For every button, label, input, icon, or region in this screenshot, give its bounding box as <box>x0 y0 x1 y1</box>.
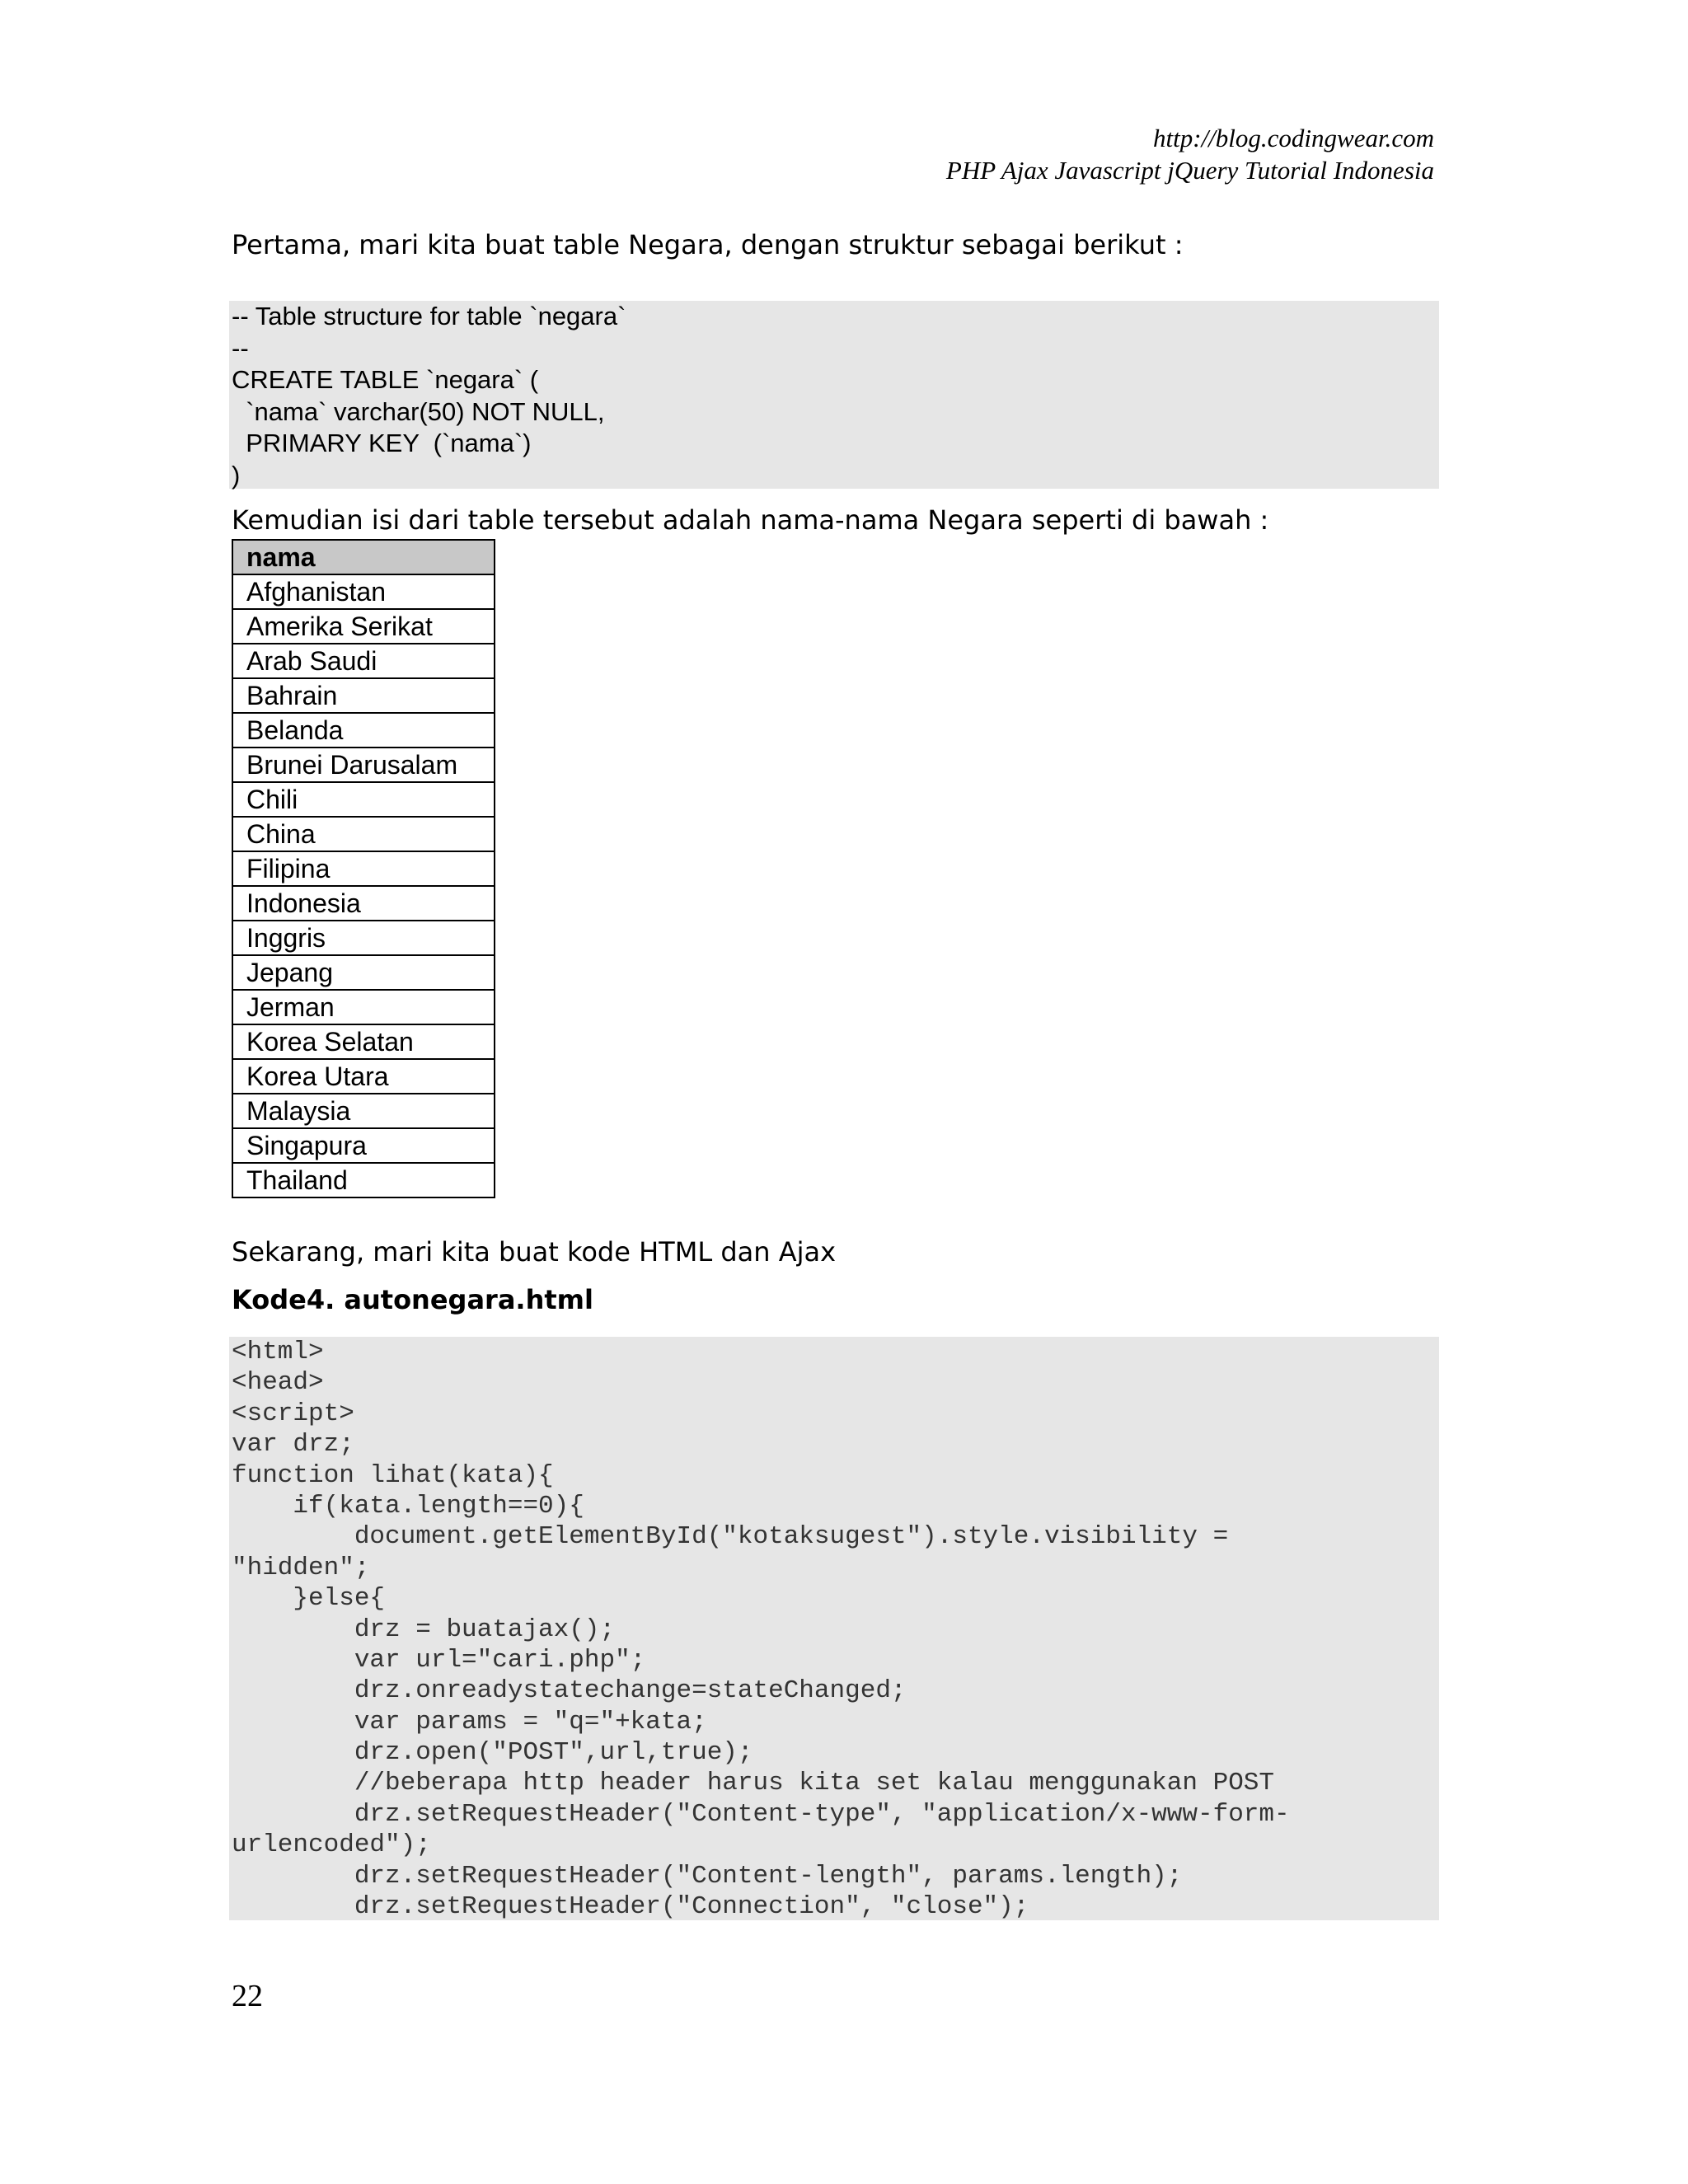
code-line: PRIMARY KEY (`nama`) <box>232 429 532 457</box>
table-cell: Bahrain <box>232 678 495 713</box>
code-line: drz = buatajax(); <box>232 1615 616 1644</box>
code-line: urlencoded"); <box>232 1830 431 1860</box>
header-subtitle: PHP Ajax Javascript jQuery Tutorial Indonesia <box>945 156 1434 185</box>
code-line: CREATE TABLE `negara` ( <box>232 365 539 394</box>
code-line: //beberapa http header harus kita set kalau menggunakan POST <box>232 1769 1275 1798</box>
code-line: ) <box>232 460 241 490</box>
html-intro-paragraph: Sekarang, mari kita buat kode HTML dan Ajax <box>232 1236 837 1268</box>
code-line: if(kata.length==0){ <box>232 1491 584 1521</box>
table-row <box>232 748 495 782</box>
table-cell: Chili <box>232 782 495 817</box>
table-cell: Belanda <box>232 713 495 748</box>
code-line: `nama` varchar(50) NOT NULL, <box>232 396 605 426</box>
table-cell: Korea Selatan <box>232 1024 495 1059</box>
header-url: http://blog.codingwear.com <box>1153 124 1434 152</box>
table-cell: Jerman <box>232 990 495 1024</box>
code-line: <head> <box>232 1368 324 1398</box>
table-cell: Indonesia <box>232 886 495 921</box>
country-table <box>232 539 495 1198</box>
code-line: function lihat(kata){ <box>232 1460 554 1490</box>
code-line: drz.setRequestHeader("Connection", "close"); <box>232 1892 1029 1922</box>
table-row <box>232 817 495 851</box>
table-header-row <box>232 540 495 574</box>
table-row <box>232 990 495 1024</box>
intro-paragraph: Pertama, mari kita buat table Negara, dengan struktur sebagai berikut : <box>232 229 1184 260</box>
code-line: var url="cari.php"; <box>232 1645 646 1675</box>
code-line: <html> <box>232 1338 324 1366</box>
table-cell: Arab Saudi <box>232 644 495 678</box>
table-cell: Thailand <box>232 1163 495 1197</box>
code-line: var params = "q="+kata; <box>232 1707 707 1736</box>
table-cell: Brunei Darusalam <box>232 748 495 782</box>
table-row <box>232 1128 495 1163</box>
table-row <box>232 678 495 713</box>
table-intro-paragraph: Kemudian isi dari table tersebut adalah nama-nama Negara seperti di bawah : <box>232 504 1269 536</box>
table-row <box>232 955 495 990</box>
column-header-nama: nama <box>232 540 495 574</box>
code-line: drz.onreadystatechange=stateChanged; <box>232 1676 907 1706</box>
code-line: var drz; <box>232 1430 354 1460</box>
sql-code-block <box>229 301 1439 489</box>
page-header <box>946 122 1434 186</box>
html-code-block <box>229 1337 1439 1920</box>
table-row <box>232 886 495 921</box>
code-line: drz.setRequestHeader("Content-length", params.length); <box>232 1861 1183 1891</box>
code-title: Kode4. autonegara.html <box>232 1284 593 1315</box>
table-row <box>232 1059 495 1094</box>
table-cell: Jepang <box>232 955 495 990</box>
code-line: drz.open("POST",url,true); <box>232 1738 753 1768</box>
table-row <box>232 574 495 609</box>
table-cell: Singapura <box>232 1128 495 1163</box>
table-row <box>232 1163 495 1197</box>
table-cell: Amerika Serikat <box>232 609 495 644</box>
table-row <box>232 1094 495 1128</box>
table-cell: Afghanistan <box>232 574 495 609</box>
table-row <box>232 782 495 817</box>
table-cell: Inggris <box>232 921 495 955</box>
code-line: drz.setRequestHeader("Content-type", "application/x-www-form- <box>232 1799 1290 1829</box>
table-row <box>232 713 495 748</box>
table-row <box>232 609 495 644</box>
table-row <box>232 851 495 886</box>
table-cell: China <box>232 817 495 851</box>
table-row <box>232 644 495 678</box>
table-row <box>232 1024 495 1059</box>
code-line: }else{ <box>232 1584 386 1614</box>
table-row <box>232 921 495 955</box>
code-line: document.getElementById("kotaksugest").style.visibility = <box>232 1522 1229 1552</box>
code-line: -- Table structure for table `negara` <box>232 302 626 330</box>
code-line: <script> <box>232 1399 354 1428</box>
table-cell: Korea Utara <box>232 1059 495 1094</box>
code-line: "hidden"; <box>232 1553 370 1582</box>
table-cell: Filipina <box>232 851 495 886</box>
table-cell: Malaysia <box>232 1094 495 1128</box>
page-number: 22 <box>232 1979 263 2013</box>
code-line: -- <box>232 333 249 363</box>
